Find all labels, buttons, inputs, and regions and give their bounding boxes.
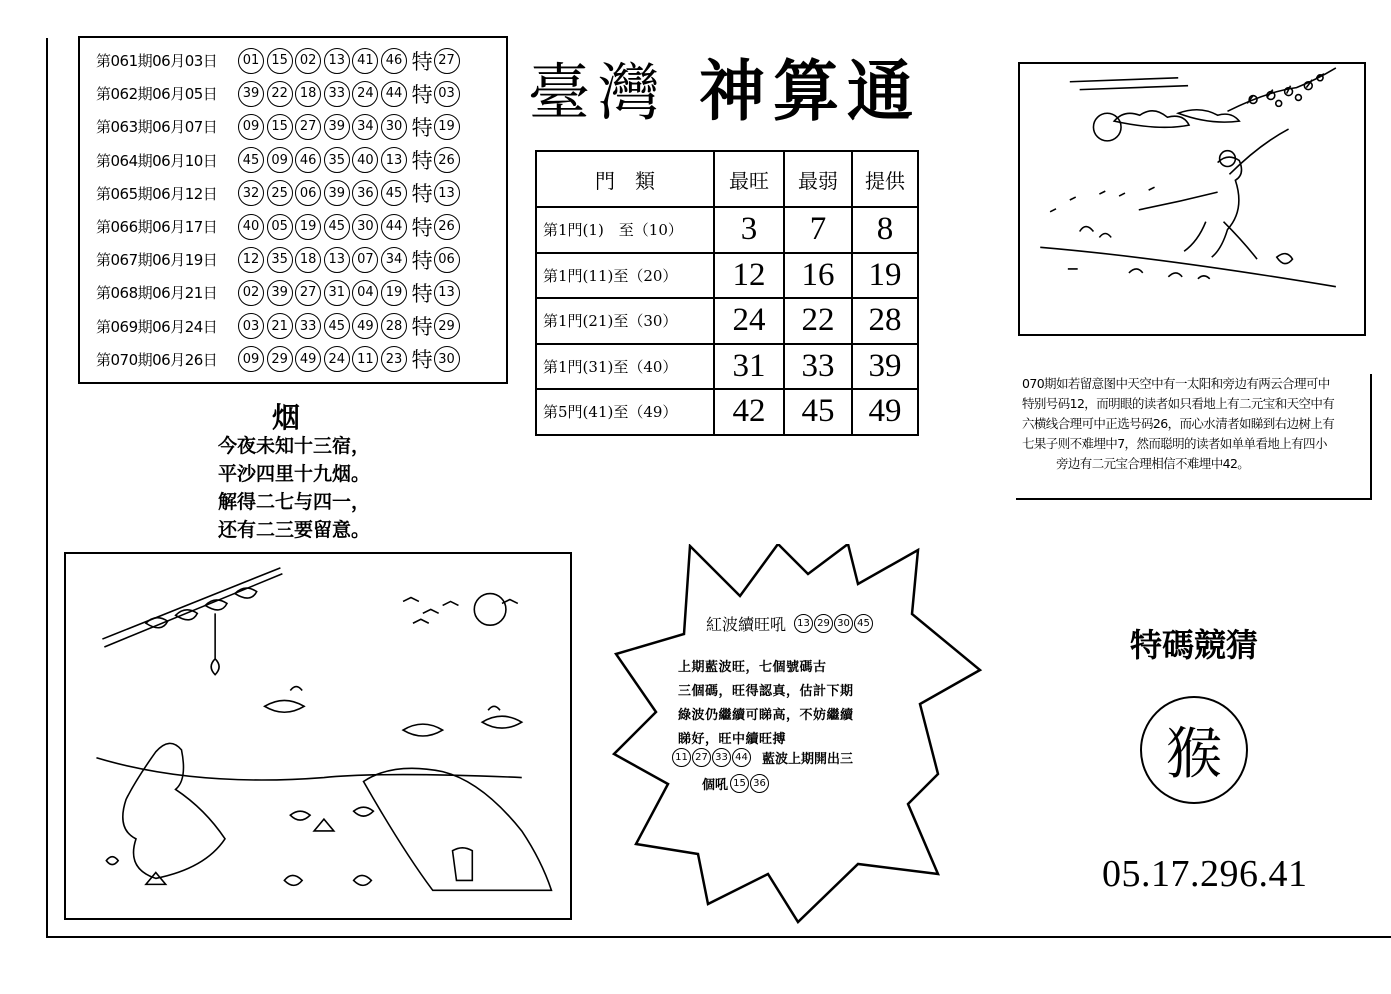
number-ball: 34 <box>352 114 378 140</box>
number-ball: 09 <box>238 114 264 140</box>
scholar-drawing <box>66 554 570 918</box>
number-ball: 27 <box>295 280 321 306</box>
number-ball: 36 <box>352 180 378 206</box>
special-label: 特 <box>411 348 433 373</box>
number-ball: 02 <box>238 280 264 306</box>
number-ball: 45 <box>238 147 264 173</box>
poem-text <box>218 432 370 544</box>
result-date-label: 第062期06月05日 <box>96 85 218 104</box>
table-category-cell: 第5門(41)至（49） <box>536 389 714 435</box>
starburst-text-line: 三個碼，旺得認真，估計下期 <box>678 684 854 699</box>
table-value-cell: 45 <box>784 389 852 435</box>
number-ball: 15 <box>267 48 293 74</box>
special-label: 特 <box>411 315 433 340</box>
table-value-cell: 7 <box>784 207 852 253</box>
number-ball: 34 <box>381 247 407 273</box>
result-date-label: 第067期06月19日 <box>96 251 218 270</box>
gourd-icon <box>211 613 219 674</box>
number-ball: 04 <box>352 280 378 306</box>
number-ball: 39 <box>324 180 350 206</box>
result-row <box>96 44 506 77</box>
table-value-cell: 3 <box>714 207 784 253</box>
results-history-box <box>78 36 508 384</box>
small-number-ball: 33 <box>712 748 731 767</box>
starburst-panel <box>608 544 990 924</box>
starburst-balls-row <box>672 748 853 767</box>
starburst-text-line: 睇好，旺中續旺搏 <box>678 732 787 747</box>
table-category-cell: 第1門(31)至（40） <box>536 344 714 390</box>
number-ball: 21 <box>267 313 293 339</box>
special-number-ball: 29 <box>434 313 460 339</box>
small-number-ball: 29 <box>814 614 833 633</box>
table-category-cell: 第1門(1) 至（10） <box>536 207 714 253</box>
result-date-label: 第063期06月07日 <box>96 118 218 137</box>
special-number-ball: 27 <box>434 48 460 74</box>
special-label: 特 <box>411 248 433 273</box>
number-ball: 06 <box>295 180 321 206</box>
special-number-ball: 13 <box>434 180 460 206</box>
table-value-cell: 28 <box>852 298 918 344</box>
result-row <box>96 110 506 143</box>
table-row <box>536 344 918 390</box>
starburst-title: 紅波續旺吼 <box>706 615 787 634</box>
small-number-ball: 44 <box>732 748 751 767</box>
small-number-ball: 15 <box>730 774 749 793</box>
small-number-ball: 45 <box>854 614 873 633</box>
number-ball: 12 <box>238 247 264 273</box>
number-ball: 15 <box>267 114 293 140</box>
poem-line: 平沙四里十九烟。 <box>218 463 371 485</box>
result-row <box>96 276 506 309</box>
note-line: 旁边有二元宝合理相信不难埋中42。 <box>1056 456 1250 471</box>
number-ball: 41 <box>352 48 378 74</box>
table-row <box>536 207 918 253</box>
note-line: 070期如若留意图中天空中有一太阳和旁边有两云合理可中 <box>1022 376 1330 391</box>
number-ball: 05 <box>267 214 293 240</box>
special-label: 特 <box>411 149 433 174</box>
table-value-cell: 8 <box>852 207 918 253</box>
poem-line: 今夜未知十三宿， <box>218 435 371 457</box>
number-ball: 24 <box>324 346 350 372</box>
poem-title: 烟 <box>272 401 301 434</box>
small-number-ball: 13 <box>794 614 813 633</box>
starburst-text-line: 綠波仍繼續可睇高，不妨繼續 <box>678 708 854 723</box>
result-row <box>96 243 506 276</box>
number-ball: 45 <box>324 214 350 240</box>
table-header-cell: 門 類 <box>536 151 714 207</box>
number-ball: 49 <box>352 313 378 339</box>
guess-title: 特碼競猜 <box>1130 626 1259 664</box>
starburst-row-text: 藍波上期開出三 <box>762 752 854 767</box>
number-ball: 01 <box>238 48 264 74</box>
number-ball: 35 <box>324 147 350 173</box>
number-ball: 07 <box>352 247 378 273</box>
page-frame-left <box>46 38 48 938</box>
warrior-illustration <box>1018 62 1366 336</box>
result-row <box>96 177 506 210</box>
special-label: 特 <box>411 49 433 74</box>
note-line: 六横线合理可中正选号码26，而心水清者如睇到右边树上有 <box>1022 416 1335 431</box>
poem-line: 还有二三要留意。 <box>218 519 371 541</box>
note-line: 七果子则不难埋中7，然而聪明的读者如单单看地上有四小 <box>1022 436 1327 451</box>
result-row <box>96 144 506 177</box>
number-ball: 32 <box>238 180 264 206</box>
poem-line: 解得二七与四一， <box>218 491 371 513</box>
table-value-cell: 16 <box>784 253 852 299</box>
number-ball: 13 <box>324 48 350 74</box>
special-label: 特 <box>411 115 433 140</box>
starburst-last-balls <box>730 774 770 793</box>
result-row <box>96 310 506 343</box>
number-ball: 44 <box>381 81 407 107</box>
number-ball: 39 <box>267 280 293 306</box>
number-ball: 33 <box>324 81 350 107</box>
page-frame-bottom <box>46 936 1391 938</box>
number-ball: 46 <box>295 147 321 173</box>
table-header-row <box>536 151 918 207</box>
number-ball: 31 <box>324 280 350 306</box>
starburst-last-row <box>702 774 770 793</box>
number-ball: 28 <box>381 313 407 339</box>
number-ball: 25 <box>267 180 293 206</box>
starburst-row-balls <box>672 748 752 767</box>
category-table <box>535 150 919 436</box>
special-label: 特 <box>411 281 433 306</box>
special-number-ball: 30 <box>434 346 460 372</box>
number-ball: 18 <box>295 81 321 107</box>
number-ball: 35 <box>267 247 293 273</box>
table-category-cell: 第1門(21)至（30） <box>536 298 714 344</box>
title-part-2: 神算通 <box>699 52 921 130</box>
result-date-label: 第065期06月12日 <box>96 184 218 203</box>
number-ball: 29 <box>267 346 293 372</box>
number-ball: 40 <box>352 147 378 173</box>
small-number-ball: 27 <box>692 748 711 767</box>
special-label: 特 <box>411 215 433 240</box>
result-date-label: 第068期06月21日 <box>96 284 218 303</box>
special-number-ball: 06 <box>434 247 460 273</box>
number-ball: 46 <box>381 48 407 74</box>
table-value-cell: 31 <box>714 344 784 390</box>
result-date-label: 第070期06月26日 <box>96 350 218 369</box>
result-row <box>96 77 506 110</box>
number-ball: 45 <box>324 313 350 339</box>
table-value-cell: 22 <box>784 298 852 344</box>
hint-note <box>1016 374 1372 500</box>
number-ball: 40 <box>238 214 264 240</box>
number-ball: 24 <box>352 81 378 107</box>
number-ball: 45 <box>381 180 407 206</box>
moon-icon <box>474 594 506 626</box>
number-ball: 19 <box>381 280 407 306</box>
special-number-ball: 19 <box>434 114 460 140</box>
branch-line <box>102 568 282 647</box>
special-number-ball: 26 <box>434 147 460 173</box>
number-ball: 02 <box>295 48 321 74</box>
small-number-ball: 11 <box>672 748 691 767</box>
title-part-1: 臺灣 <box>528 56 669 129</box>
result-row <box>96 343 506 376</box>
table-value-cell: 49 <box>852 389 918 435</box>
number-ball: 13 <box>381 147 407 173</box>
number-ball: 27 <box>295 114 321 140</box>
cloud-icon <box>1178 110 1239 122</box>
number-ball: 09 <box>238 346 264 372</box>
table-value-cell: 39 <box>852 344 918 390</box>
result-date-label: 第064期06月10日 <box>96 151 218 170</box>
warrior-drawing <box>1020 64 1364 334</box>
result-date-label: 第066期06月17日 <box>96 218 218 237</box>
table-row <box>536 298 918 344</box>
table-value-cell: 42 <box>714 389 784 435</box>
number-ball: 03 <box>238 313 264 339</box>
number-ball: 19 <box>295 214 321 240</box>
special-number-ball: 13 <box>434 280 460 306</box>
number-ball: 22 <box>267 81 293 107</box>
result-date-label: 第069期06月24日 <box>96 317 218 336</box>
rock-shape <box>364 768 552 890</box>
starburst-last-prefix: 個吼 <box>702 778 729 793</box>
table-value-cell: 12 <box>714 253 784 299</box>
number-ball: 39 <box>324 114 350 140</box>
table-row <box>536 253 918 299</box>
number-ball: 44 <box>381 214 407 240</box>
number-ball: 23 <box>381 346 407 372</box>
table-header-cell: 最旺 <box>714 151 784 207</box>
special-number-ball: 03 <box>434 81 460 107</box>
zodiac-circle <box>1140 696 1248 804</box>
table-header-cell: 提供 <box>852 151 918 207</box>
number-ball: 09 <box>267 147 293 173</box>
result-date-label: 第061期06月03日 <box>96 52 218 71</box>
number-ball: 11 <box>352 346 378 372</box>
table-category-cell: 第1門(11)至（20） <box>536 253 714 299</box>
special-label: 特 <box>411 182 433 207</box>
starburst-text-line: 上期藍波旺，七個號碼古 <box>678 660 827 675</box>
number-ball: 13 <box>324 247 350 273</box>
table-value-cell: 19 <box>852 253 918 299</box>
small-number-ball: 36 <box>750 774 769 793</box>
number-ball: 30 <box>381 114 407 140</box>
number-ball: 18 <box>295 247 321 273</box>
starburst-shape <box>608 544 990 924</box>
page-title <box>528 38 921 133</box>
starburst-title-row <box>706 612 874 635</box>
note-line: 特别号码12，而明眼的读者如只看地上有二元宝和天空中有 <box>1022 396 1335 411</box>
table-value-cell: 24 <box>714 298 784 344</box>
special-label: 特 <box>411 82 433 107</box>
number-ball: 39 <box>238 81 264 107</box>
result-row <box>96 210 506 243</box>
table-row <box>536 389 918 435</box>
small-number-ball: 30 <box>834 614 853 633</box>
table-header-cell: 最弱 <box>784 151 852 207</box>
scholar-illustration <box>64 552 572 920</box>
number-ball: 33 <box>295 313 321 339</box>
starburst-title-balls <box>794 614 874 633</box>
zodiac-text: 猴 <box>1166 722 1222 787</box>
special-number-ball: 26 <box>434 214 460 240</box>
number-ball: 49 <box>295 346 321 372</box>
ground-line <box>1040 247 1336 286</box>
guess-numbers: 05.17.296.41 <box>1102 853 1308 895</box>
table-value-cell: 33 <box>784 344 852 390</box>
number-ball: 30 <box>352 214 378 240</box>
scholar-figure <box>123 743 225 878</box>
warrior-figure <box>1139 129 1289 259</box>
